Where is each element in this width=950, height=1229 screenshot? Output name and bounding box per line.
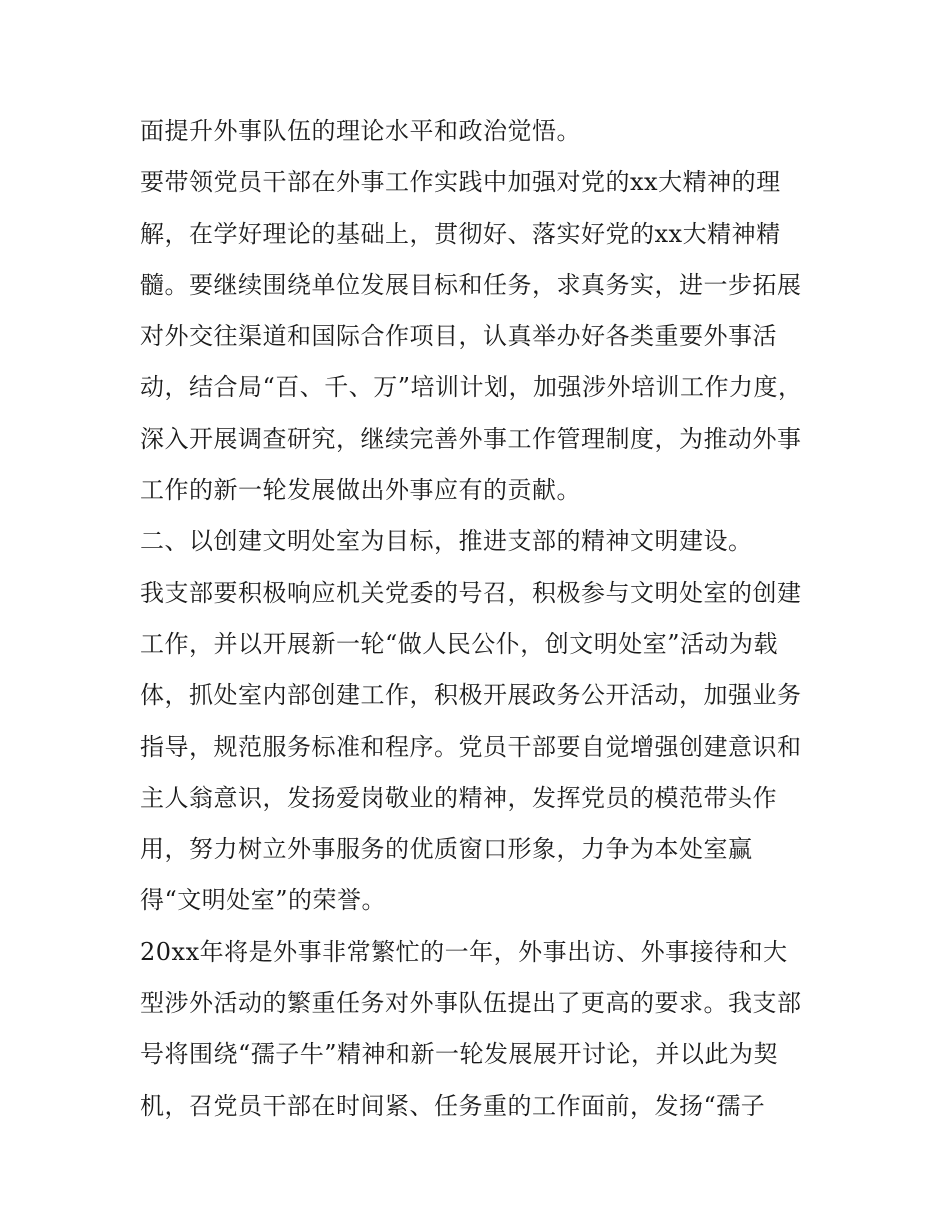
text-line: 要带领党员干部在外事工作实践中加强对党的xx大精神的理 — [140, 168, 781, 197]
text-line: 动，结合局“百、千、万”培训计划，加强涉外培训工作力度， — [140, 373, 803, 402]
text-line: 得“文明处室”的荣誉。 — [140, 886, 387, 915]
text-line: 型涉外活动的繁重任务对外事队伍提出了更高的要求。我支部 — [140, 989, 802, 1018]
text-line: 解，在学好理论的基础上，贯彻好、落实好党的xx大精神精 — [140, 219, 781, 248]
text-line: 20xx年将是外事非常繁忙的一年，外事出访、外事接待和大 — [140, 937, 788, 966]
section-heading: 二、以创建文明处室为目标，推进支部的精神文明建设。 — [140, 527, 753, 556]
text-line: 深入开展调查研究，继续完善外事工作管理制度，为推动外事 — [140, 424, 802, 453]
text-line: 工作的新一轮发展做出外事应有的贡献。 — [140, 476, 581, 505]
text-line: 用，努力树立外事服务的优质窗口形象，力争为本处室赢 — [140, 835, 753, 864]
text-line: 髓。要继续围绕单位发展目标和任务，求真务实，进一步拓展 — [140, 270, 802, 299]
text-line: 体，抓处室内部创建工作，积极开展政务公开活动，加强业务 — [140, 681, 802, 710]
text-line: 主人翁意识，发扬爱岗敬业的精神，发挥党员的模范带头作 — [140, 783, 777, 812]
body-text — [140, 106, 830, 1132]
text-line: 工作，并以开展新一轮“做人民公仆，创文明处室”活动为载 — [140, 629, 779, 658]
text-line: 对外交往渠道和国际合作项目，认真举办好各类重要外事活 — [140, 322, 777, 351]
text-line: 机，召党员干部在时间紧、任务重的工作面前，发扬“孺子 — [140, 1091, 766, 1120]
text-line: 面提升外事队伍的理论水平和政治觉悟。 — [140, 117, 581, 145]
text-line: 号将围绕“孺子牛”精神和新一轮发展展开讨论，并以此为契 — [140, 1040, 779, 1069]
text-line: 我支部要积极响应机关党委的号召，积极参与文明处室的创建 — [140, 578, 802, 607]
text-line: 指导，规范服务标准和程序。党员干部要自觉增强创建意识和 — [140, 732, 802, 761]
